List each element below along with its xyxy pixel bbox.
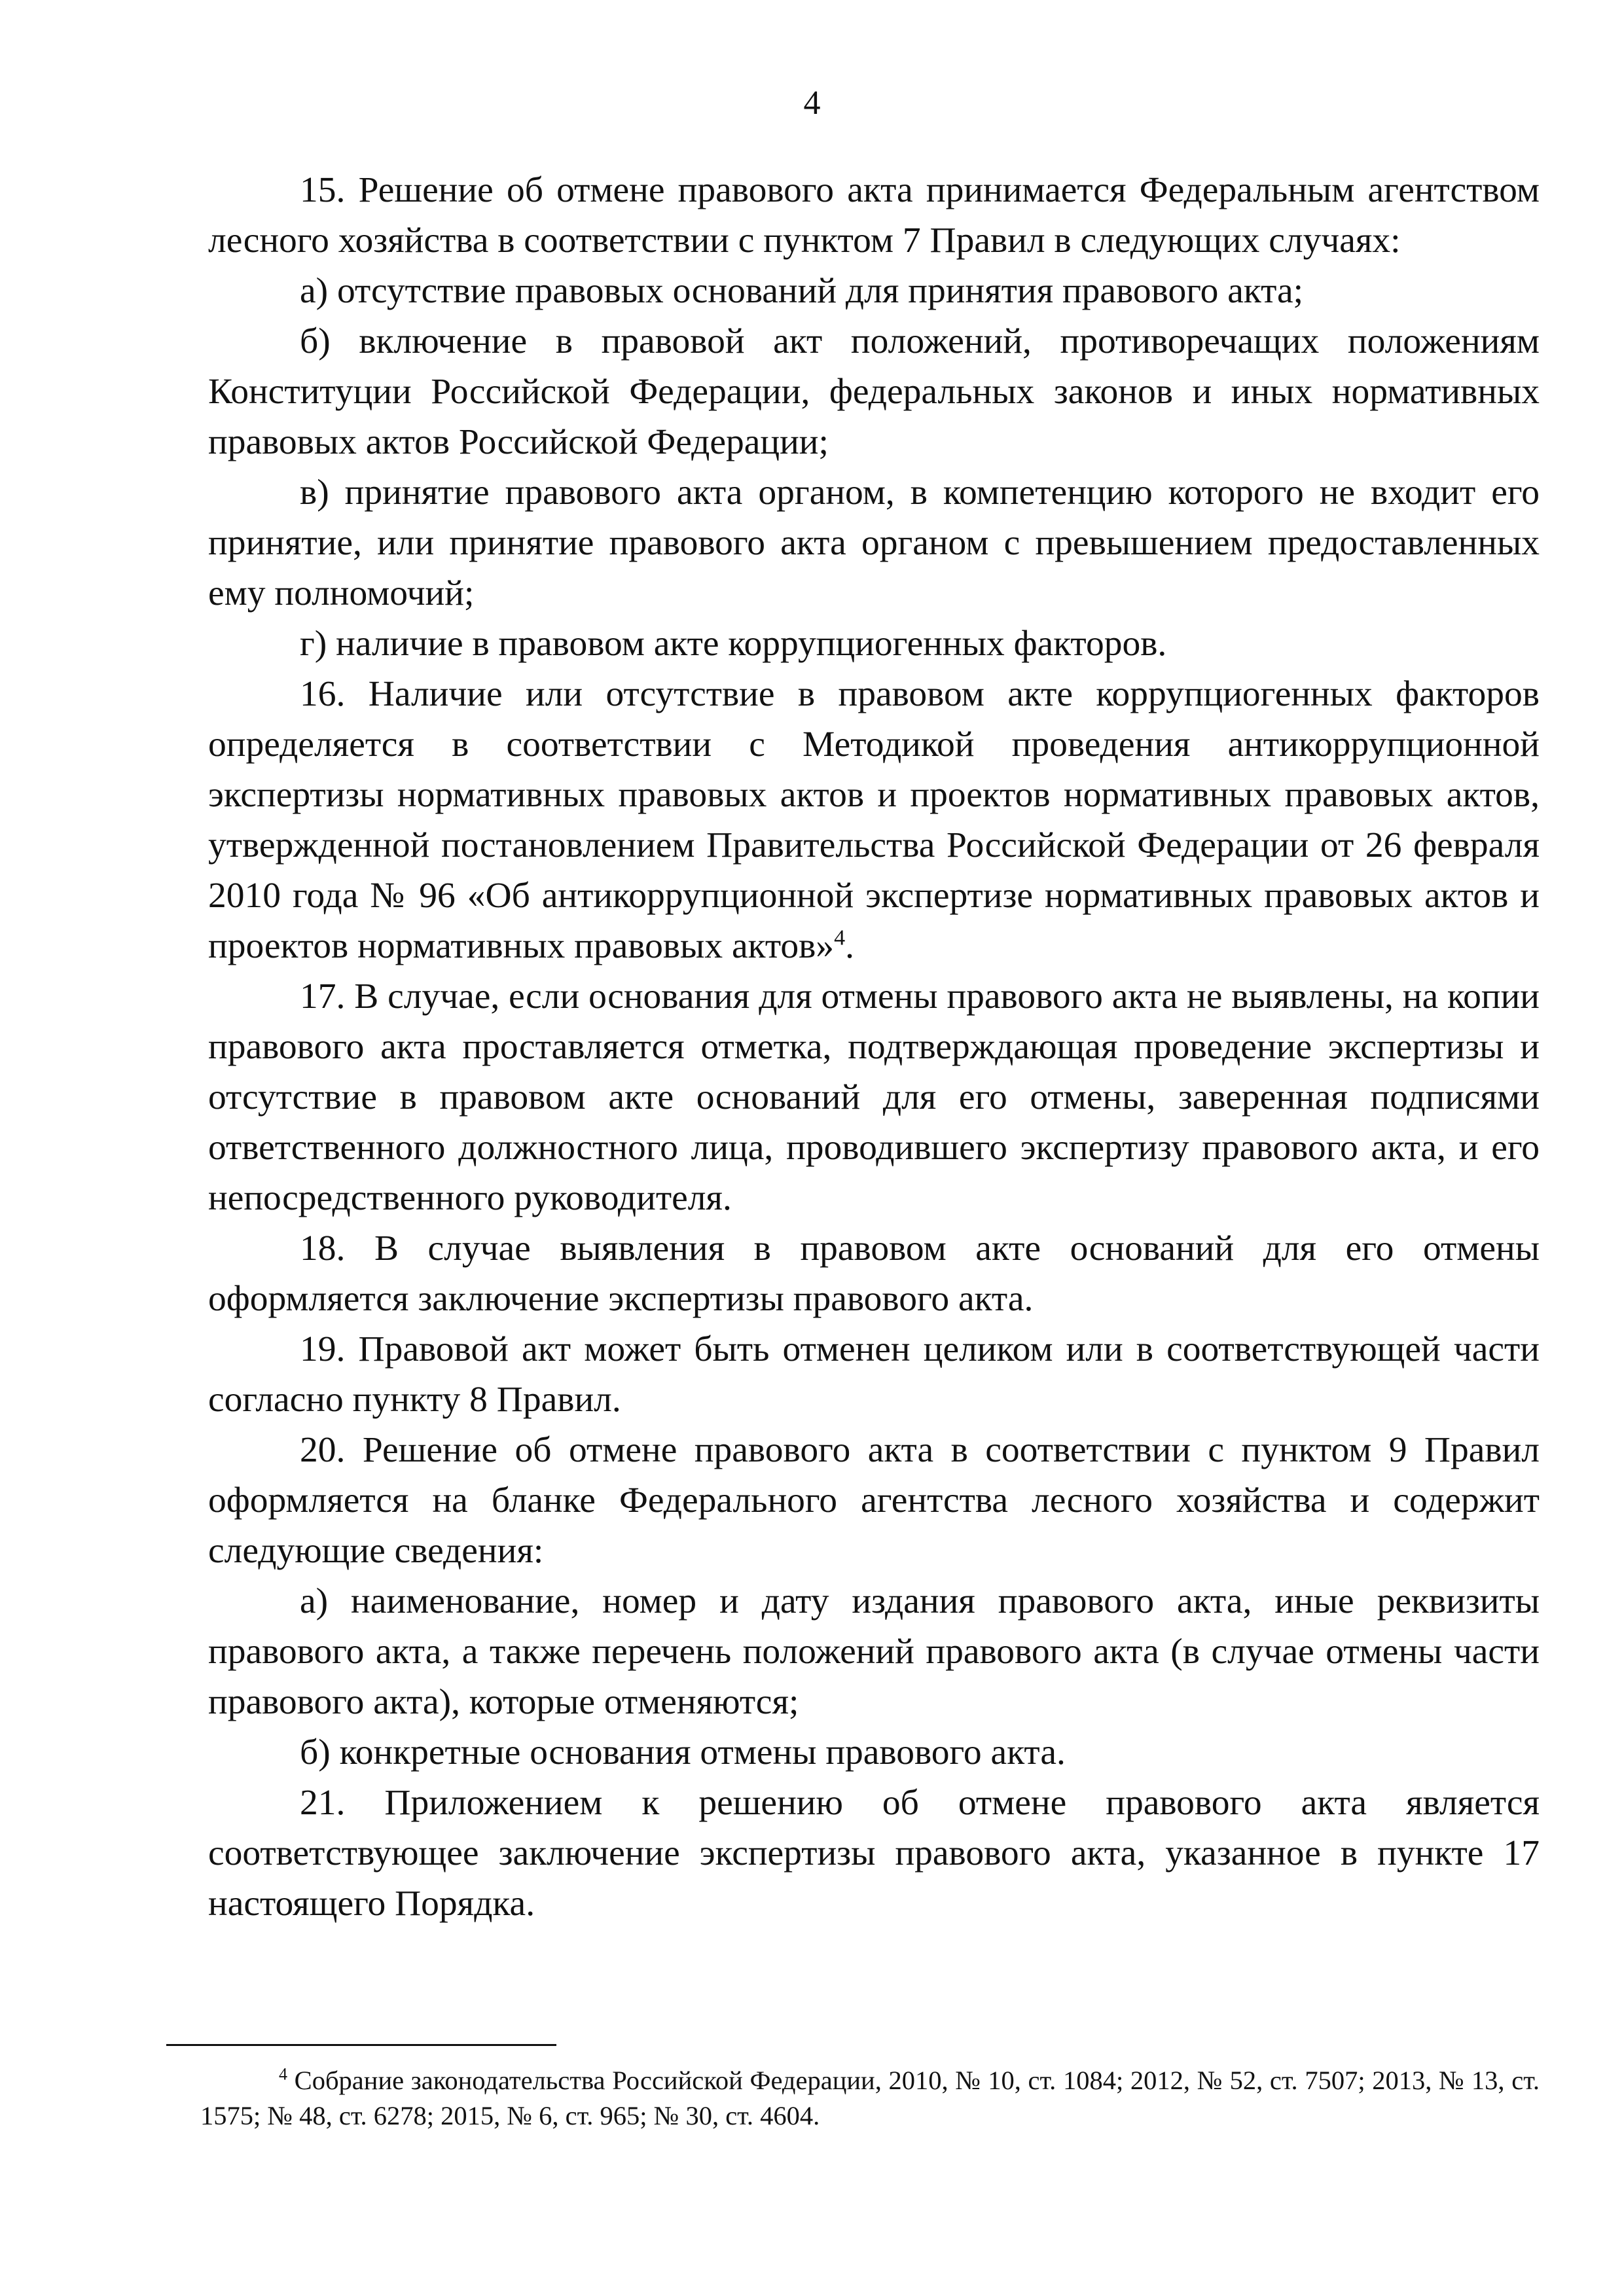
footnote-divider [166,2044,556,2046]
paragraph-15-item-a: а) отсутствие правовых оснований для принятия правового акта; [300,271,1304,311]
paragraph-18: 18. В случае выявления в правовом акте оснований для его отмены оформляется заключение экспертизы правового акта. [208,1229,1540,1319]
paragraph-16 [208,669,1540,971]
paragraph-15: 15. Решение об отмене правового акта принимается Федеральным агентством лесного хозяйства в соответствии с пунктом 7 Правил в следующих случаях: [208,170,1540,260]
paragraph-21: 21. Приложением к решению об отмене правового акта является соответствующее заключение экспертизы правового акта, указанное в пункте 17 настоящего Порядка. [208,1783,1540,1924]
paragraph-19: 19. Правовой акт может быть отменен целиком или в соответствующей части согласно пункту 8 Правил. [208,1329,1540,1420]
footnote [200,2063,1540,2134]
paragraph-17: 17. В случае, если основания для отмены правового акта не выявлены, на копии правового акта проставляется отметка, подтверждающая проведение экспертизы и отсутствие в правовом акте оснований для его отмены, заверенная подписями ответственного должностного лица, проводившего экспертизу правового акта, и его непосредственного руководителя. [208,977,1540,1218]
footnote-marker: 4 [279,2064,287,2084]
paragraph-20-item-a: а) наименование, номер и дату издания правового акта, иные реквизиты правового акта, а также перечень положений правового акта (в случае отмены части правового акта), которые отменяются; [208,1581,1540,1722]
document-body [208,165,1540,1929]
paragraph-15-item-b: б) включение в правовой акт положений, противоречащих положениям Конституции Российской Федерации, федеральных законов и иных нормативных правовых актов Российской Федерации; [208,321,1540,462]
paragraph-20-item-b: б) конкретные основания отмены правового акта. [300,1732,1066,1772]
page-number: 4 [803,84,821,122]
footnote-reference: 4 [834,925,846,950]
paragraph-16-end: . [845,926,854,966]
paragraph-15-item-g: г) наличие в правовом акте коррупциогенных факторов. [300,624,1167,664]
paragraph-16-text: 16. Наличие или отсутствие в правовом акте коррупциогенных факторов определяется в соответствии с Методикой проведения антикоррупционной экспертизы нормативных правовых актов и проектов нормативных правовых актов, утвержденной постановлением Правительства Российской Федерации от 26 февраля 2010 года № 96 «Об антикоррупционной экспертизе нормативных правовых актов и проектов нормативных правовых актов» [208,674,1540,966]
paragraph-15-item-v: в) принятие правового акта органом, в компетенцию которого не входит его принятие, или принятие правового акта органом с превышением предоставленных ему полномочий; [208,473,1540,613]
footnote-text: Собрание законодательства Российской Федерации, 2010, № 10, ст. 1084; 2012, № 52, ст. 7507; 2013, № 13, ст. 1575; № 48, ст. 6278; 2015, № 6, ст. 965; № 30, ст. 4604. [200,2066,1540,2130]
paragraph-20: 20. Решение об отмене правового акта в соответствии с пунктом 9 Правил оформляется на бланке Федерального агентства лесного хозяйства и содержит следующие сведения: [208,1430,1540,1571]
